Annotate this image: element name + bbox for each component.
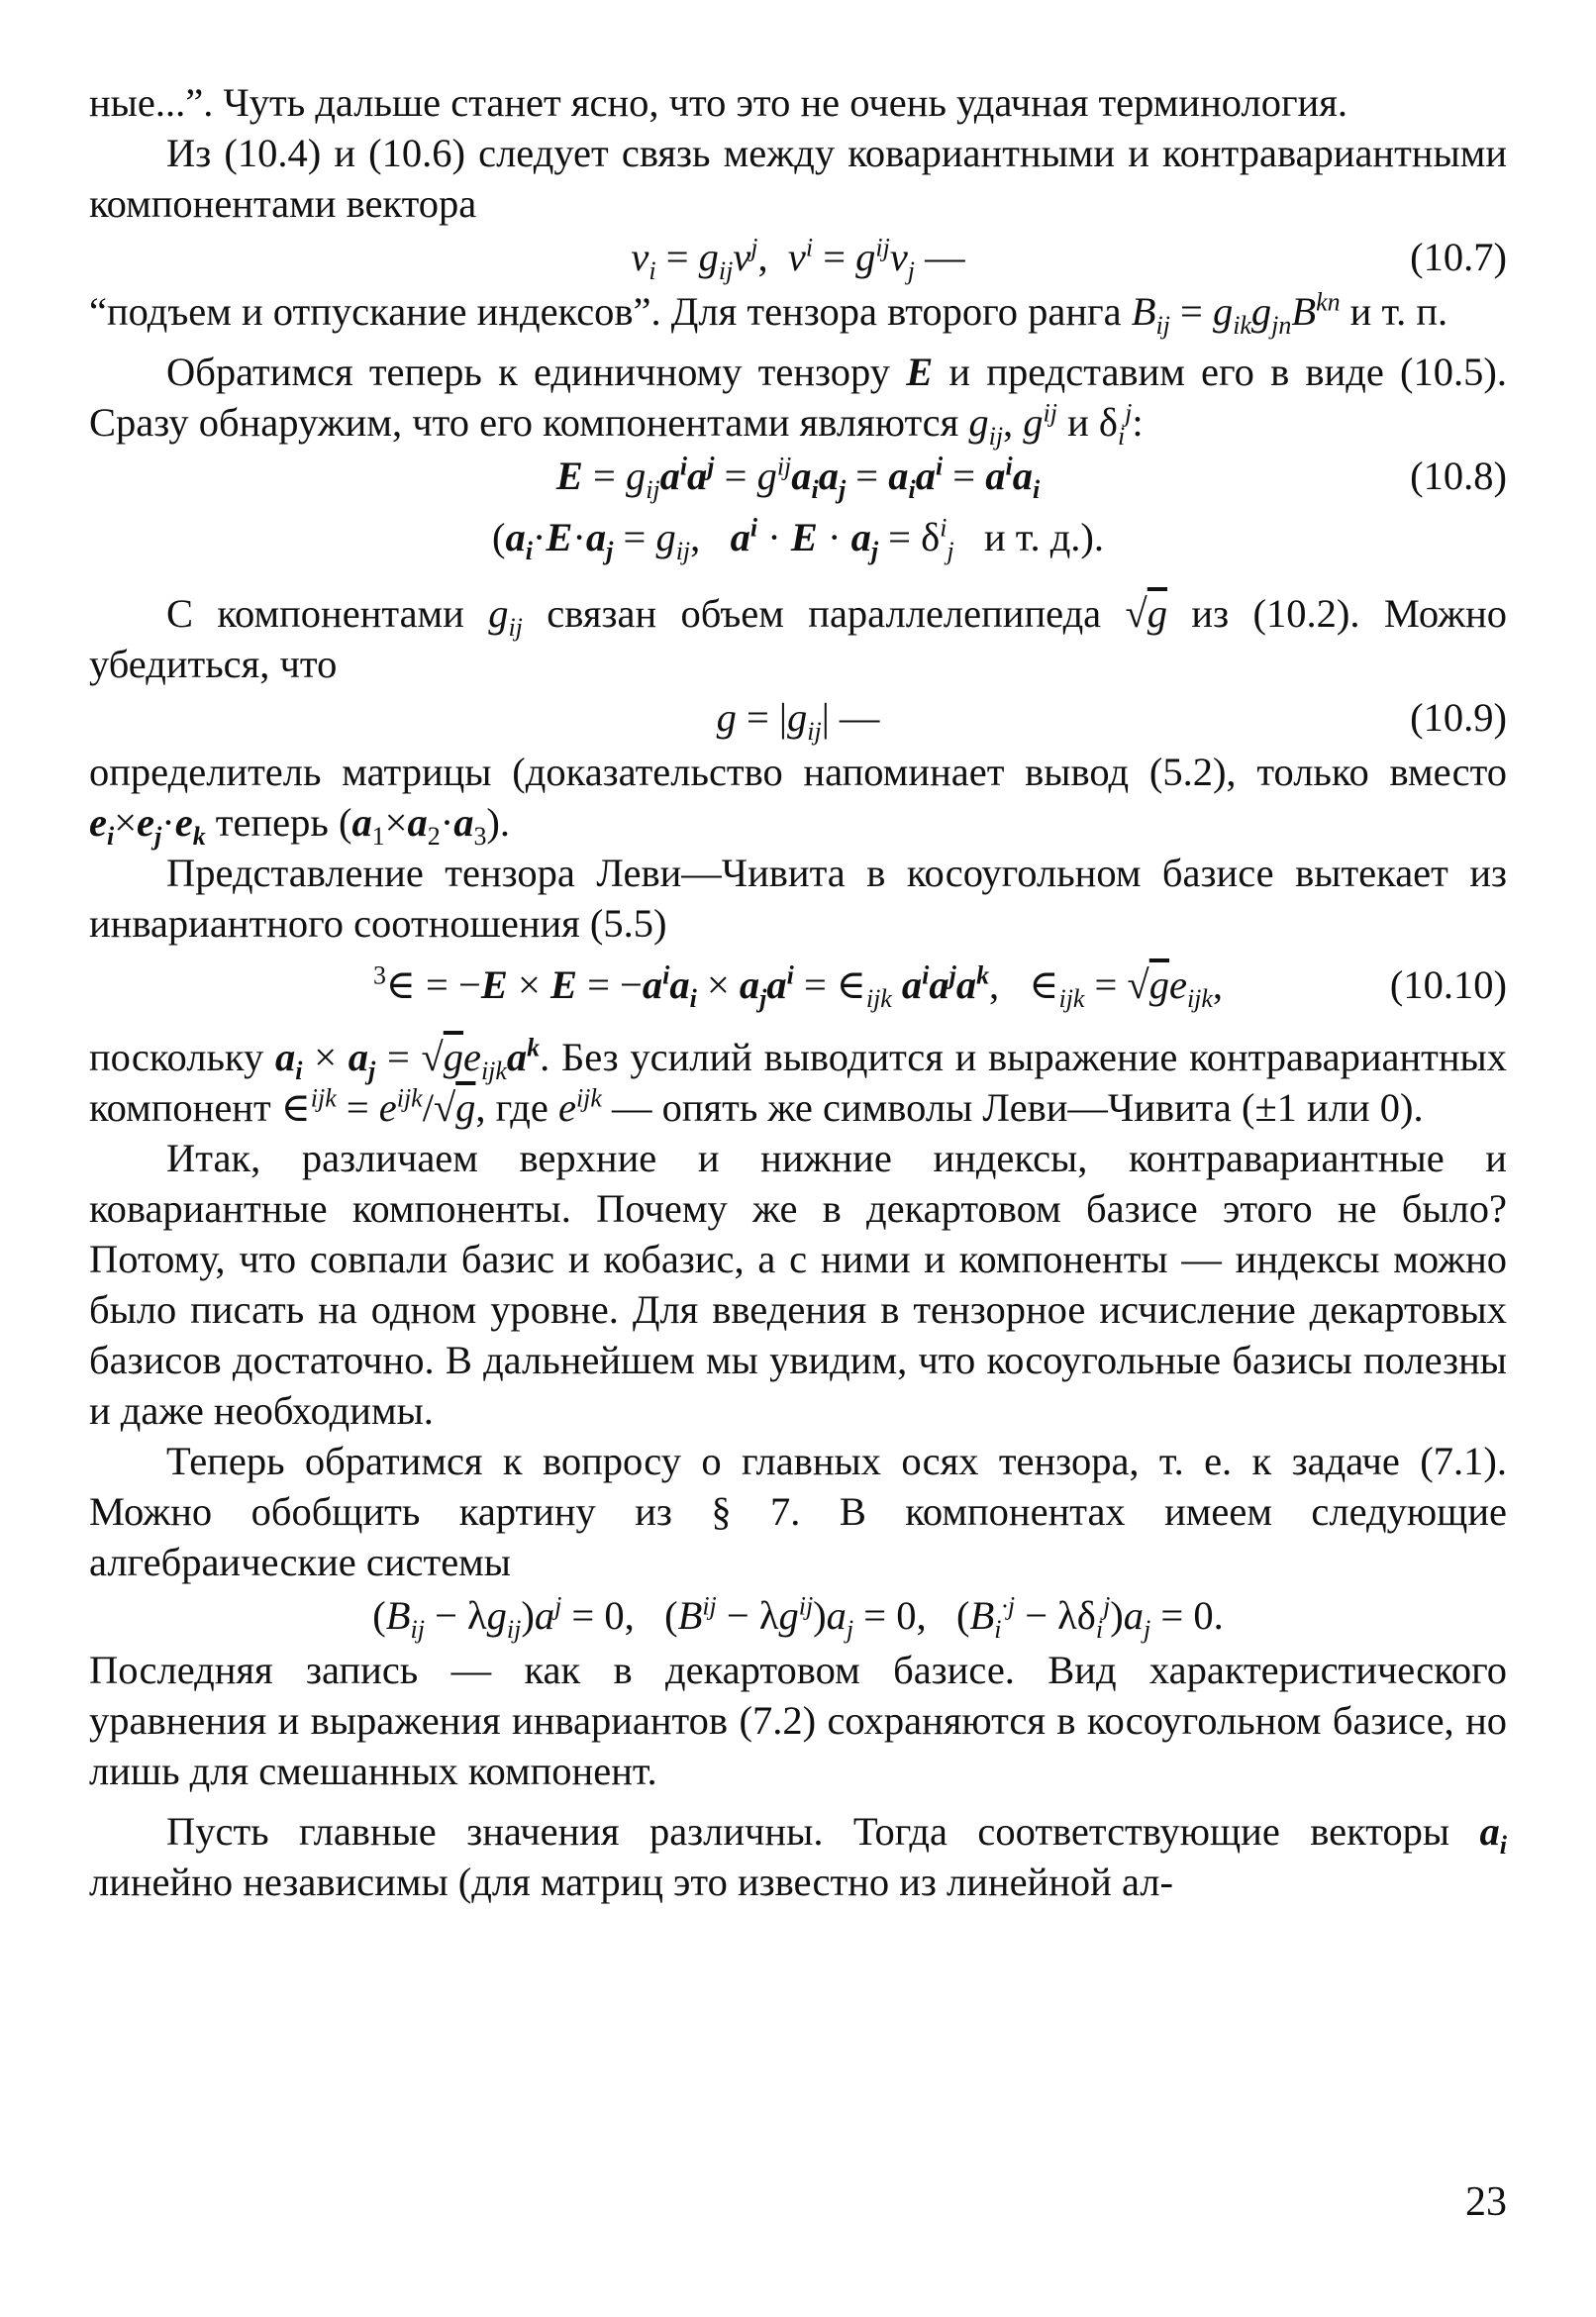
formula-eigen-systems: $(B_{ij} - \lambda g_{ij})a^j = 0$, $(B^{ij} - \lambda g^{ij})a_j = 0$, $(B_i^{\cdot j} - \lambda\delta_i^j)a_j = 0$. bbox=[372, 1591, 1224, 1645]
paragraph-index-raising: “подъем и отпускание индексов”. Для тензора второго ранга $B_{ij} = g_{ik}g_{jn}B^{kn}$ и т. п. bbox=[89, 287, 1448, 341]
formula-index-raising: $v_i = g_{ij}v^j$, $v^i = g^{ij}v_j$ — bbox=[631, 233, 965, 286]
equation-10-8 bbox=[89, 448, 1507, 505]
formula-levi-civita: $^3$∈ = $-E \times E = -a^ia_i \times a_ja^i$ = $\in_{ijk}$ $a^ia^ja^k$, $\in_{ijk} = √ge_{ijk}$, bbox=[372, 960, 1224, 1014]
formula-determinant: $g = |g_{ij}|$ — bbox=[716, 695, 880, 747]
equation-number: (10.8) bbox=[1410, 453, 1507, 498]
equation-number: (10.10) bbox=[1389, 962, 1507, 1007]
paragraph-continuation: ные...”. Чуть дальше станет ясно, что это не очень удачная терминология. bbox=[89, 80, 1347, 125]
paragraph-determinant: определитель матрицы (доказательство напоминает вывод (5.2), только вместо $e_i\times e_j\cdot e_k$ теперь $(a_1\times a_2\cdot a_3)$. bbox=[89, 750, 1507, 852]
paragraph-contravariant: поскольку $a_i \times a_j = √ge_{ijk}a^k$. Без усилий выводится и выражение контравариантных компонент ∈$^{ijk}$ = $e^{ijk}/√g$, где $e^{ijk}$ — опять же символы Леви—Чивита (±1 или 0). bbox=[89, 1033, 1508, 1130]
equation-10-8-components bbox=[89, 505, 1507, 570]
equation-10-10 bbox=[89, 949, 1507, 1022]
paragraph-volume: С компонентами $g_{ij}$ связан объем параллелепипеда √g из (10.2). Можно убедиться, что bbox=[89, 591, 1507, 686]
page-number: 23 bbox=[1465, 2179, 1507, 2225]
paragraph-indices-discussion: Итак, различаем верхние и нижние индексы, контравариантные и ковариантные компоненты. Почему же в декартовом базисе этого не было? Потому, что совпали базис и кобазис, а с ними и компоненты — индексы можно было писать на одном уровне. Для введения в тензорное исчисление декартовых базисов достаточно. В дальнейшем мы увидим, что косоугольные базисы полезны и даже необходимы. bbox=[89, 1136, 1507, 1433]
equation-number: (10.7) bbox=[1410, 235, 1507, 279]
formula-unit-tensor: $E = g_{ij}a^ia^j = g^{ij}a_ia_j = a_ia^i = a^ia_i$ bbox=[555, 452, 1041, 505]
formula-unit-tensor-components: ($a_i\cdot E\cdot a_j = g_{ij}$, $a^i \cdot E \cdot a_j = \delta^i_j$ и т. д.). bbox=[491, 513, 1105, 566]
equation-10-7 bbox=[89, 229, 1507, 286]
paragraph-characteristic: Последняя запись — как в декартовом базисе. Вид характеристического уравнения и выражения инвариантов (7.2) сохраняются в косоугольном базисе, но лишь для смешанных компонент. bbox=[89, 1648, 1507, 1793]
paragraph-eigenvalues: Пусть главные значения различны. Тогда соответствующие векторы $a_i$ линейно независимы (для матриц это известно из линейной ал- bbox=[89, 1809, 1507, 1904]
paragraph-principal-axes: Теперь обратимся к вопросу о главных осях тензора, т. е. к задаче (7.1). Можно обобщить картину из § 7. В компонентах имеем следующие алгебраические системы bbox=[89, 1439, 1507, 1584]
equation-number: (10.9) bbox=[1410, 695, 1507, 740]
paragraph-unit-tensor: Обратимся теперь к единичному тензору E и представим его в виде (10.5). Сразу обнаружим, что его компонентами являются $g_{ij}$, $g^{ij}$ и $\delta_i^j$: bbox=[89, 350, 1507, 452]
page-text bbox=[89, 77, 1507, 1907]
equation-10-9 bbox=[89, 689, 1507, 747]
equation-eigen-systems bbox=[89, 1587, 1507, 1645]
paragraph-levi-civita: Представление тензора Леви—Чивита в косоугольном базисе вытекает из инвариантного соотношения (5.5) bbox=[89, 851, 1507, 946]
paragraph-vector-components: Из (10.4) и (10.6) следует связь между ковариантными и контравариантными компонентами вектора bbox=[89, 131, 1507, 226]
